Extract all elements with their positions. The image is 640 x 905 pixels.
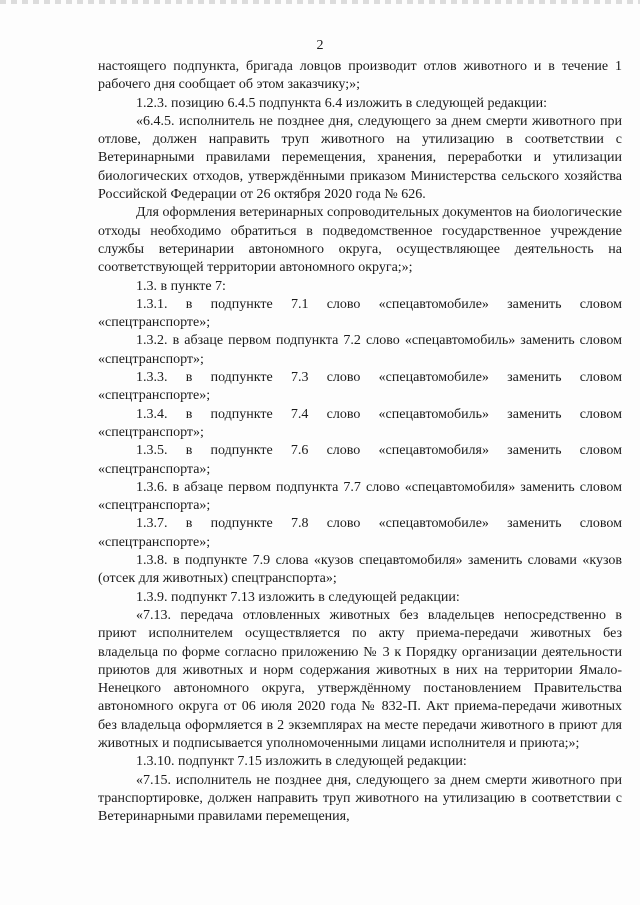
paragraph-5: 1.3. в пункте 7: bbox=[136, 278, 226, 294]
paragraph-1: настоящего подпункта, бригада ловцов производит отлов животного и в течение 1 рабочего дня сообщает об этом заказчику;»; bbox=[98, 59, 622, 93]
paragraph-14: 1.3.9. подпункт 7.13 изложить в следующей редакции: bbox=[136, 589, 460, 605]
paragraph-2: 1.2.3. позицию 6.4.5 подпункта 6.4 изложить в следующей редакции: bbox=[136, 95, 548, 111]
paragraph-12: 1.3.7. в подпункте 7.8 слово «спецавтомобиле» заменить словом «спецтранспорте»; bbox=[98, 516, 622, 550]
page-number: 2 bbox=[316, 38, 324, 53]
paragraph-3: «6.4.5. исполнитель не позднее дня, следующего за днем смерти животного при отлове, должен направить труп животного на утилизацию в соответствии с Ветеринарными правилами перемещения, хранения, переработки и утилизации биологических отходов, утверждёнными приказом Министерства сельского хозяйства Российской Федерации от 26 октября 2020 года № 626. bbox=[98, 113, 622, 203]
paragraph-17: «7.15. исполнитель не позднее дня, следующего за днем смерти животного при транспортировке, должен направить труп животного на утилизацию в соответствии с Ветеринарными правилами перемещения, bbox=[98, 772, 622, 825]
paragraph-15: «7.13. передача отловленных животных без владельцев непосредственно в приют исполнителем осуществляется по акту приема-передачи животных без владельца по форме согласно приложению № 3 к Порядку организации деятельности приютов для животных и норм содержания животных в них на территории Ямало-Ненецкого автономного округа, утверждённому постановлением Правительства автономного округа от 06 июля 2020 года № 832-П. Акт приема-передачи животных без владельца оформляется в 2 экземплярах на месте передачи животного в приют для животных и подписывается уполномоченными лицами исполнителя и приюта;»; bbox=[98, 607, 622, 751]
scan-edge bbox=[0, 0, 640, 4]
paragraph-9: 1.3.4. в подпункте 7.4 слово «спецавтомобиль» заменить словом «спецтранспорт»; bbox=[98, 406, 622, 440]
paragraph-13: 1.3.8. в подпункте 7.9 слова «кузов спецавтомобиля» заменить словами «кузов (отсек для животных) спецтранспорта»; bbox=[98, 553, 622, 587]
paragraph-7: 1.3.2. в абзаце первом подпункта 7.2 слово «спецавтомобиль» заменить словом «спецтранспорт»; bbox=[98, 333, 622, 367]
paragraph-6: 1.3.1. в подпункте 7.1 слово «спецавтомобиле» заменить словом «спецтранспорте»; bbox=[98, 296, 622, 331]
paragraph-11: 1.3.6. в абзаце первом подпункта 7.7 слово «спецавтомобиля» заменить словом «спецтранспорта»; bbox=[98, 479, 622, 514]
document-body bbox=[98, 58, 622, 826]
paragraph-16: 1.3.10. подпункт 7.15 изложить в следующей редакции: bbox=[136, 754, 467, 770]
paragraph-4: Для оформления ветеринарных сопроводительных документов на биологические отходы необходимо обратиться в подведомственное государственное учреждение службы ветеринарии автономного округа, осуществляющее деятельность на соответствующей территории автономного округа;»; bbox=[98, 205, 622, 276]
paragraph-8: 1.3.3. в подпункте 7.3 слово «спецавтомобиле» заменить словом «спецтранспорте»; bbox=[98, 370, 622, 404]
paragraph-10: 1.3.5. в подпункте 7.6 слово «спецавтомобиля» заменить словом «спецтранспорта»; bbox=[98, 443, 622, 477]
